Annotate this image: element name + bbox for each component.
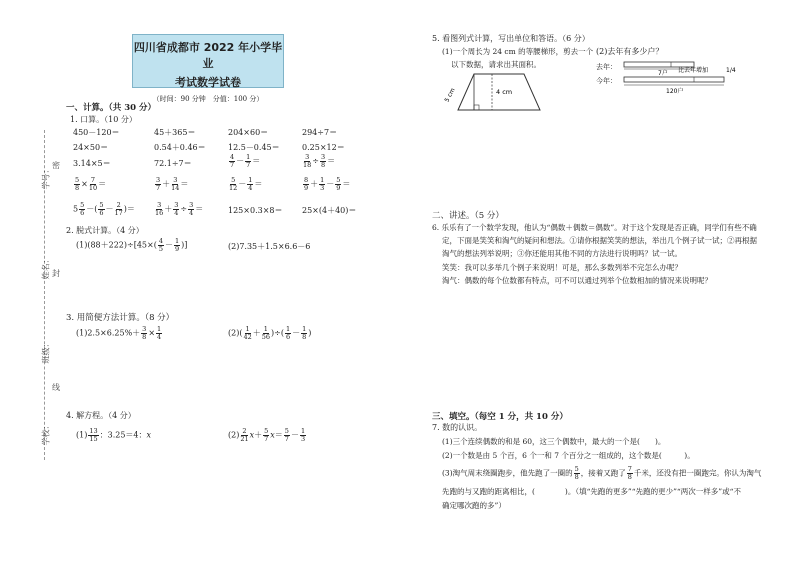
class-label: 班级： <box>41 339 51 364</box>
name-label: 姓名： <box>41 255 51 280</box>
q3-expr2: (2)( $\frac{1}{42}$ ＋ $\frac{1}{56}$ )÷( $\frac{1}{6}$ － $\frac{1}{8}$ ) <box>228 325 312 341</box>
q3-expr1: (1)2.5×6.25%＋ $\frac{3}{8}$ × $\frac{1}{4}$ <box>76 325 162 341</box>
trapezoid-diagram <box>440 70 550 114</box>
oral-calc-r1c3: 204×60＝ <box>228 128 269 137</box>
oral-calc-r4c4: $\frac{8}{9}$ ＋ $\frac{1}{3}$ － $\frac{5}{9}$ ＝ <box>304 176 351 192</box>
q4-expr1: (1) $\frac{13}{15}$ ：3.25＝4：x <box>76 427 152 443</box>
oral-calc-r5c3: 125×0.3×8＝ <box>228 206 283 215</box>
exam-title-line1: 四川省成都市 2022 年小学毕业 <box>133 41 283 70</box>
school-label: 学校： <box>41 421 51 446</box>
oral-calc-r4c1: $\frac{5}{8}$ × $\frac{7}{10}$ ＝ <box>75 176 107 192</box>
svg-text:7户: 7户 <box>658 70 668 77</box>
q7-line4: 先跑的与又跑的距离相比，( )。（填“先跑的更多”“先跑的更少”“两次一样多”或“不 <box>442 487 741 496</box>
student-id-label: 学号： <box>41 165 51 190</box>
oral-calc-r1c1: 450－120＝ <box>73 128 120 137</box>
svg-text:1/4: 1/4 <box>726 67 736 74</box>
q4-expr2: (2) $\frac{2}{21}$ x＋ $\frac{5}{7}$ x＝ $\frac{5}{7}$ － $\frac{1}{3}$ <box>228 427 306 443</box>
last-year-label: 去年： <box>596 63 617 71</box>
bar-comparison-diagram <box>614 56 740 98</box>
oral-calc-r4c2: $\frac{3}{7}$ ＋ $\frac{3}{14}$ ＝ <box>156 176 189 192</box>
q5-label: 5. 看图列式计算，写出单位和答语。（6 分） <box>432 34 590 43</box>
q7-line1: (1)三个连续偶数的和是 60，这三个偶数中，最大的一个是( )。 <box>442 437 666 446</box>
seal-mark-1: 密 <box>52 161 60 170</box>
oral-calc-r5c1: 5 $\frac{5}{6}$ －( $\frac{5}{6}$ － $\frac{2}{17}$ )＝ <box>73 201 135 217</box>
q7-label: 7. 数的认识。 <box>432 423 483 432</box>
q5-part1-line2: 以下数据，请求出其面积。 <box>451 60 541 69</box>
sec2-para1: 6. 乐乐有了一个数学发现，他认为“偶数＋偶数＝偶数”。对于这个发现是否正确，同学们有些不确 <box>432 223 757 232</box>
q7-line3: (3)淘气周末绕圈跑步，他先跑了一圈的 $\frac{5}{8}$ ，接着又跑了 $\frac{7}{8}$ 千米，还没有把一圈跑完。你认为淘气 <box>442 465 762 481</box>
q3-label: 3. 用简便方法计算。（8 分） <box>66 313 175 323</box>
oral-calc-r4c3: $\frac{5}{12}$ － $\frac{1}{4}$ ＝ <box>229 176 263 192</box>
oral-calc-r5c2: $\frac{3}{16}$ ＋ $\frac{3}{4}$ ÷ $\frac{3}{4}$ ＝ <box>155 201 204 217</box>
exam-subtitle: （时间：90 分钟 分值：100 分） <box>152 95 264 103</box>
q7-line5: 确定哪次跑的多”） <box>442 501 506 510</box>
svg-text:120户: 120户 <box>666 88 684 95</box>
q1-label: 1. 口算。（10 分） <box>70 115 137 124</box>
svg-text:比去年增加: 比去年增加 <box>678 67 709 74</box>
q2-expr1: (1)(88＋222)÷[45×( $\frac{4}{5}$ － $\frac{1}{9}$ )] <box>76 237 188 253</box>
q4-label: 4. 解方程。（4 分） <box>66 411 136 420</box>
q7-line2: (2)一个数是由 5 个百，6 个一和 7 个百分之一组成的，这个数是( )。 <box>442 451 695 460</box>
exam-title-line2: 考试数学试卷 <box>175 76 241 89</box>
q5-part1-line1: (1)一个周长为 24 cm 的等腰梯形，剪去一个 <box>442 47 594 56</box>
svg-text:5 cm: 5 cm <box>443 86 457 104</box>
q2-expr2: (2)7.35＋1.5×6.6－6 <box>228 242 311 251</box>
section3-heading: 三、填空。（每空 1 分，共 10 分） <box>432 412 568 422</box>
oral-calc-r1c4: 294÷7＝ <box>302 128 338 137</box>
oral-calc-r5c4: 25×(4＋40)＝ <box>302 206 357 215</box>
exam-title-banner <box>132 34 284 103</box>
svg-text:4 cm: 4 cm <box>496 88 513 96</box>
q2-label: 2. 脱式计算。（4 分） <box>66 226 144 235</box>
sec2-para2: 定，下面是笑笑和淘气的疑问和想法。①请你根据笑笑的想法，举出几个例子试一试；②再根据 <box>442 236 757 245</box>
seal-mark-2: 封 <box>52 269 60 278</box>
sec2-para4: 笑笑：我可以多举几个例子来说明！可是，那么多数列举不完怎么办呢？ <box>442 263 682 272</box>
sec2-para3: 淘气的想法列举说明；③你还能用其他不同的方法进行说明吗？试一试。 <box>442 249 682 258</box>
seal-mark-3: 线 <box>52 383 60 392</box>
sec2-para5: 淘气：偶数的每个位数都有特点，可不可以通过列举个位数相加的情况来说明呢？ <box>442 276 712 285</box>
oral-calc-r2c2: 0.54＋0.46＝ <box>154 143 206 152</box>
oral-calc-r3c4: $\frac{3}{18}$ ÷ $\frac{3}{8}$ ＝ <box>303 153 336 169</box>
oral-calc-r2c3: 12.5－0.45＝ <box>228 143 280 152</box>
oral-calc-r2c4: 0.25×12＝ <box>302 143 345 152</box>
section1-heading: 一、计算。（共 30 分） <box>66 103 156 113</box>
q5-part2: (2)去年有多少户？ <box>596 47 664 56</box>
oral-calc-r2c1: 24×50＝ <box>73 143 109 152</box>
this-year-label: 今年： <box>596 77 617 85</box>
section2-heading: 二、讲述。（5 分） <box>432 211 504 221</box>
oral-calc-r1c2: 45＋365＝ <box>154 128 196 137</box>
oral-calc-r3c3: $\frac{4}{7}$ － $\frac{1}{7}$ ＝ <box>230 153 261 169</box>
oral-calc-r3c1: 3.14×5＝ <box>73 159 111 168</box>
oral-calc-r3c2: 72.1÷7＝ <box>154 159 192 168</box>
